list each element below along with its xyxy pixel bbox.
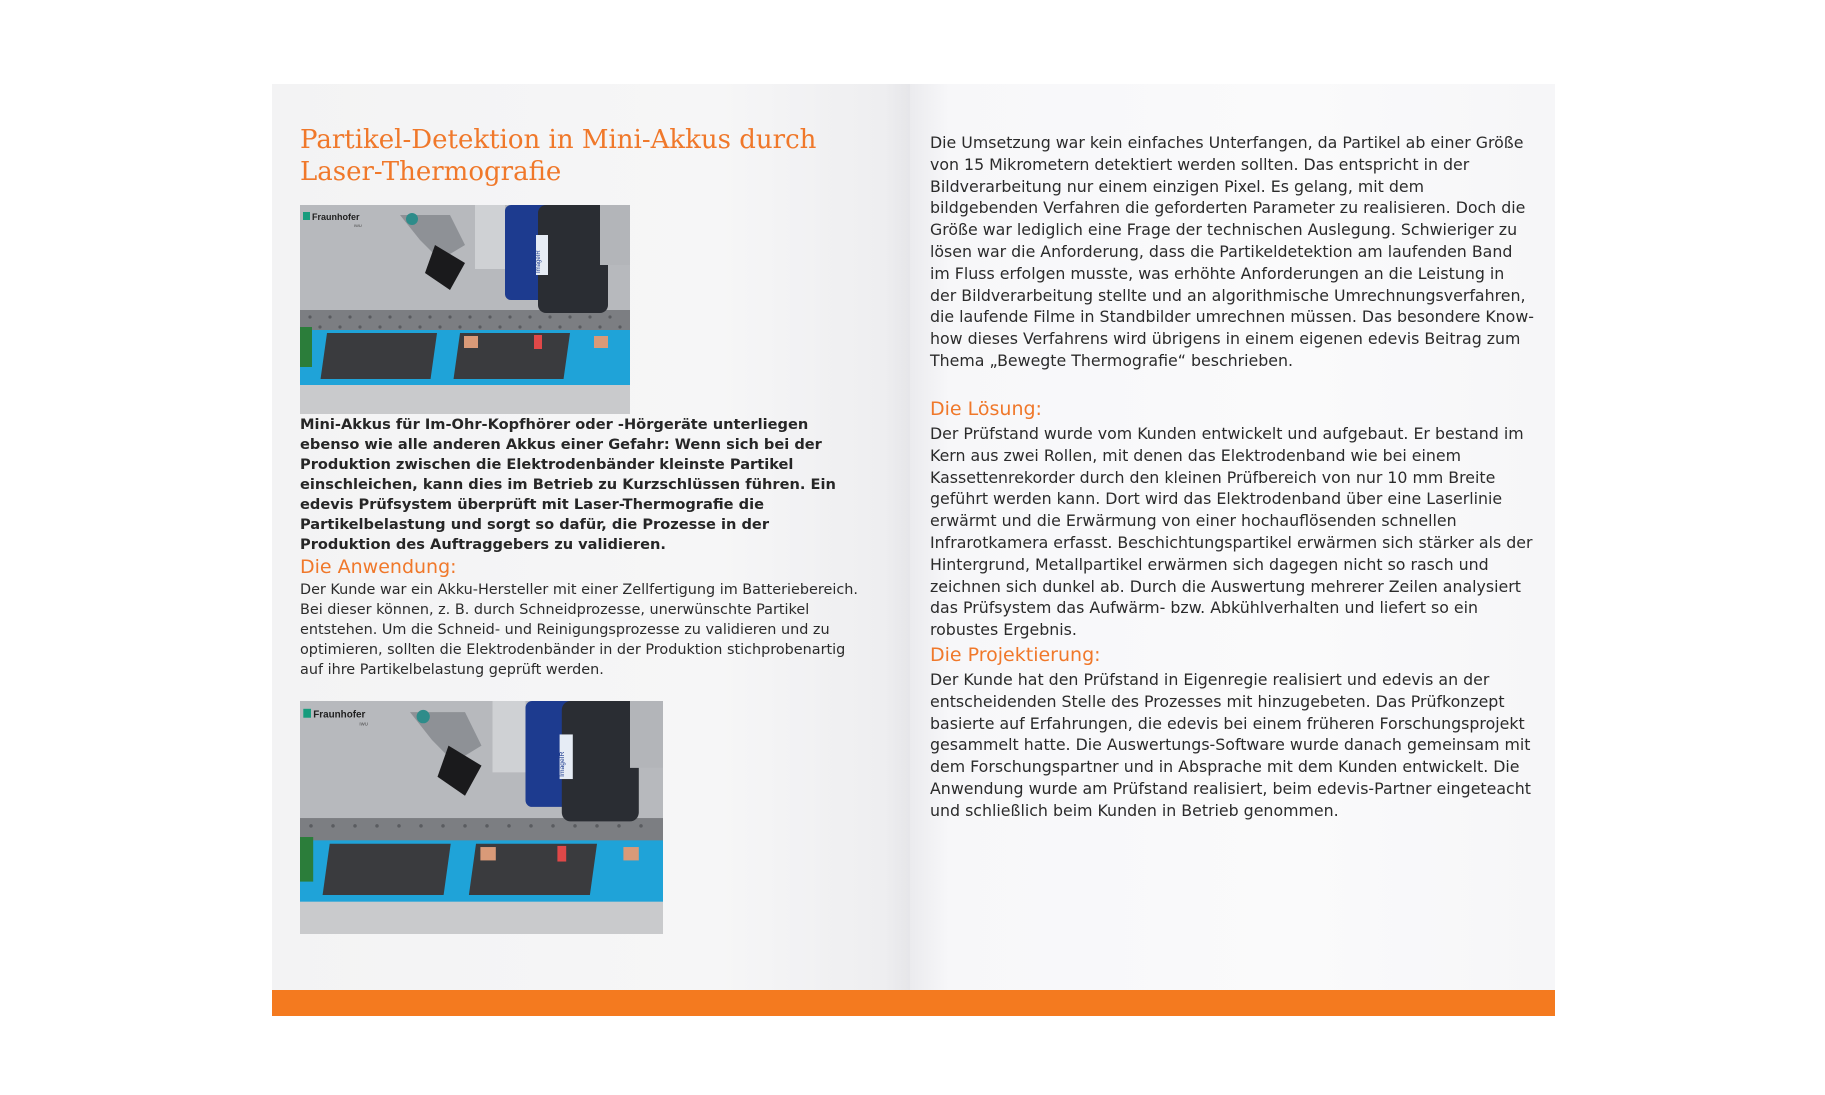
- article-title: Partikel-Detektion in Mini-Akkus durch Laser-Thermografie: [300, 125, 817, 187]
- section-text-projektierung: Der Kunde hat den Prüfstand in Eigenregie realisiert und edevis an der entscheidenden Stelle des Prozesses mit hinzugebeten. Das Prüfkonzept basierte auf Erfahrungen, die edevis bei einem früheren Forschungsprojekt gesammelt hatte. Die Auswertungs-Software wurde danach gemeinsam mit dem Forschungspartner und in Absprache mit dem Kunden entwickelt. Die Anwendung wurde am Prüfstand realisiert, beim edevis-Partner eingeteacht und schließlich beim Kunden in Betrieb genommen.: [930, 670, 1531, 820]
- section-heading-anwendung: Die Anwendung:: [300, 556, 457, 578]
- test-rig-illustration: [300, 205, 630, 414]
- footer-accent-bar: [272, 990, 1555, 1016]
- camera-label: ImageIR: [536, 250, 542, 273]
- article-intro: Mini-Akkus für Im-Ohr-Kopfhörer oder -Hörgeräte unterliegen ebenso wie alle anderen Akkus einer Gefahr: Wenn sich bei der Produktion zwischen die Elektrodenbänder kleinste Partikel einschleichen, kann dies im Betrieb zu Kurzschlüssen führen. Ein edevis Prüfsystem überprüft mit Laser-Thermografie die Partikelbelastung und sorgt so dafür, die Prozesse in der Produktion des Auftraggebers zu validieren.: [300, 416, 836, 553]
- fraunhofer-logo-text: Fraunhofer: [312, 212, 360, 222]
- section-text-anwendung: Der Kunde war ein Akku-Hersteller mit einer Zellfertigung im Batteriebereich. Bei dieser können, z. B. durch Schneidprozesse, unerwünschte Partikel entstehen. Um die Schneid- und Reinigungsprozesse zu validieren und zu optimieren, sollten die Elektrodenbänder in der Produktion stichprobenartig auf ihre Partikelbelastung geprüft werden.: [300, 582, 858, 678]
- section-text-loesung: Der Prüfstand wurde vom Kunden entwickelt und aufgebaut. Er bestand im Kern aus zwei Rollen, mit denen das Elektrodenband wie bei einem Kassettenrekorder durch den kleinen Prüfbereich von nur 10 mm Breite geführt werden kann. Dort wird das Elektrodenband über eine Laserlinie erwärmt und die Erwärmung von einer hochauflösenden schnellen Infrarotkamera erfasst. Beschichtungspartikel erwärmen sich stärker als der Hintergrund, Metallpartikel erwärmen sich dagegen nicht so rasch und zeichnen sich dunkel ab. Durch die Auswertung mehrerer Zeilen analysiert das Prüfsystem das Aufwärm- bzw. Abkühlverhalten und liefert so ein robustes Ergebnis.: [930, 424, 1533, 640]
- fraunhofer-logo-text-2: Fraunhofer: [313, 709, 366, 721]
- fraunhofer-sublogo-text: IWU: [354, 223, 362, 228]
- section-heading-loesung: Die Lösung:: [930, 398, 1042, 420]
- test-rig-illustration-2: [300, 701, 663, 934]
- test-rig-photo: [300, 205, 630, 414]
- test-rig-photo-2: [300, 701, 663, 934]
- brochure-spread: [272, 84, 1555, 990]
- section-text-umsetzung: Die Umsetzung war kein einfaches Unterfangen, da Partikel ab einer Größe von 15 Mikrometern detektiert werden sollten. Das entspricht in der Bildverarbeitung nur einem einzigen Pixel. Es gelang, mit dem bildgebenden Verfahren die geforderten Parameter zu realisieren. Doch die Größe war lediglich eine Frage der technischen Auslegung. Schwieriger zu lösen war die Anforderung, dass die Partikeldetektion am laufenden Band im Fluss erfolgen musste, was erhöhte Anforderungen an die Leistung in der Bildverarbeitung stellte und an algorithmische Umrechnungsverfahren, die laufende Filme in Standbilder umrechnen müssen. Das besondere Know-how dieses Verfahrens wird übrigens in einem eigenen edevis Beitrag zum Thema „Bewegte Thermografie“ beschrieben.: [930, 133, 1534, 370]
- section-heading-projektierung: Die Projektierung:: [930, 644, 1101, 666]
- fraunhofer-sublogo-text-2: IWU: [359, 721, 368, 727]
- camera-label-2: ImageIR: [559, 751, 566, 777]
